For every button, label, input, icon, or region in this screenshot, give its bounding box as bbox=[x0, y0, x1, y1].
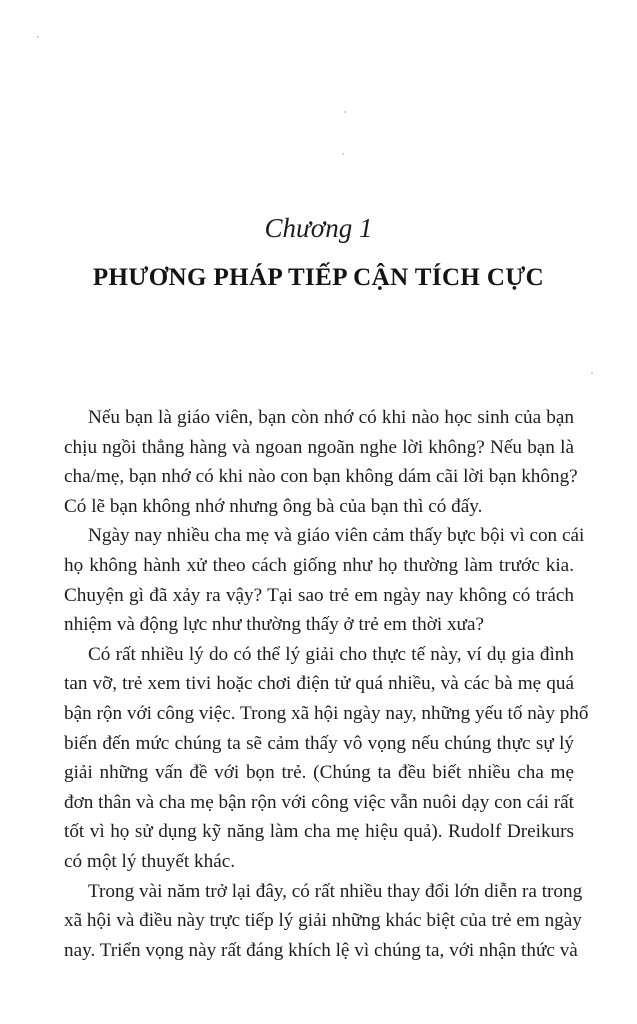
paragraph-2-line: Ngày nay nhiều cha mẹ và giáo viên cảm thấy bực bội vì con cái bbox=[88, 525, 585, 547]
paragraph-4-line: nay. Triển vọng này rất đáng khích lệ vì chúng ta, với nhận thức và bbox=[64, 939, 578, 961]
paragraph-1-line: Nếu bạn là giáo viên, bạn còn nhớ có khi nào học sinh của bạn bbox=[88, 407, 574, 428]
scan-speck bbox=[342, 153, 344, 155]
chapter-title: PHƯƠNG PHÁP TIẾP CẬN TÍCH CỰC bbox=[92, 264, 545, 291]
chapter-number: Chương 1 bbox=[264, 213, 373, 243]
paragraph-3-line: giải những vấn đề với bọn trẻ. (Chúng ta đều biết nhiều cha mẹ bbox=[64, 762, 574, 784]
paragraph-3-line: tốt vì họ sử dụng kỹ năng làm cha mẹ hiệu quả). Rudolf Dreikurs bbox=[64, 821, 574, 843]
paragraph-2-line: họ không hành xử theo cách giống như họ thường làm trước kia. bbox=[64, 554, 574, 576]
paragraph-2-line: Chuyện gì đã xảy ra vậy? Tại sao trẻ em ngày nay không có trách bbox=[64, 584, 574, 606]
paragraph-4-line: xã hội và điều này trực tiếp lý giải những khác biệt của trẻ em ngày bbox=[64, 910, 582, 932]
scan-speck bbox=[591, 372, 593, 374]
paragraph-1-line: chịu ngồi thẳng hàng và ngoan ngoãn nghe lời không? Nếu bạn là bbox=[64, 436, 574, 458]
scan-speck bbox=[37, 36, 39, 38]
scan-speck bbox=[344, 111, 346, 113]
paragraph-4-line: Trong vài năm trở lại đây, có rất nhiều thay đổi lớn diễn ra trong bbox=[88, 880, 583, 902]
paragraph-3-line: có một lý thuyết khác. bbox=[64, 850, 236, 872]
paragraph-3-line: biến đến mức chúng ta sẽ cảm thấy vô vọng nếu chúng thực sự lý bbox=[64, 732, 574, 754]
paragraph-3-line: bận rộn với công việc. Trong xã hội ngày nay, những yếu tố này phổ bbox=[64, 702, 589, 724]
paragraph-3-line: đơn thân và cha mẹ bận rộn với công việc vẫn nuôi dạy con cái rất bbox=[64, 791, 574, 813]
paragraph-3-line: tan vỡ, trẻ xem tivi hoặc chơi điện tử quá nhiều, và các bà mẹ quá bbox=[64, 673, 574, 695]
paragraph-2-line: nhiệm và động lực như thường thấy ở trẻ em thời xưa? bbox=[64, 614, 484, 636]
paragraph-1-line: Có lẽ bạn không nhớ nhưng ông bà của bạn thì có đấy. bbox=[64, 495, 483, 517]
chapter-body bbox=[64, 403, 589, 965]
paragraph-3-line: Có rất nhiều lý do có thể lý giải cho thực tế này, ví dụ gia đình bbox=[88, 643, 574, 665]
paragraph-1-line: cha/mẹ, bạn nhớ có khi nào con bạn không dám cãi lời bạn không? bbox=[64, 466, 578, 488]
